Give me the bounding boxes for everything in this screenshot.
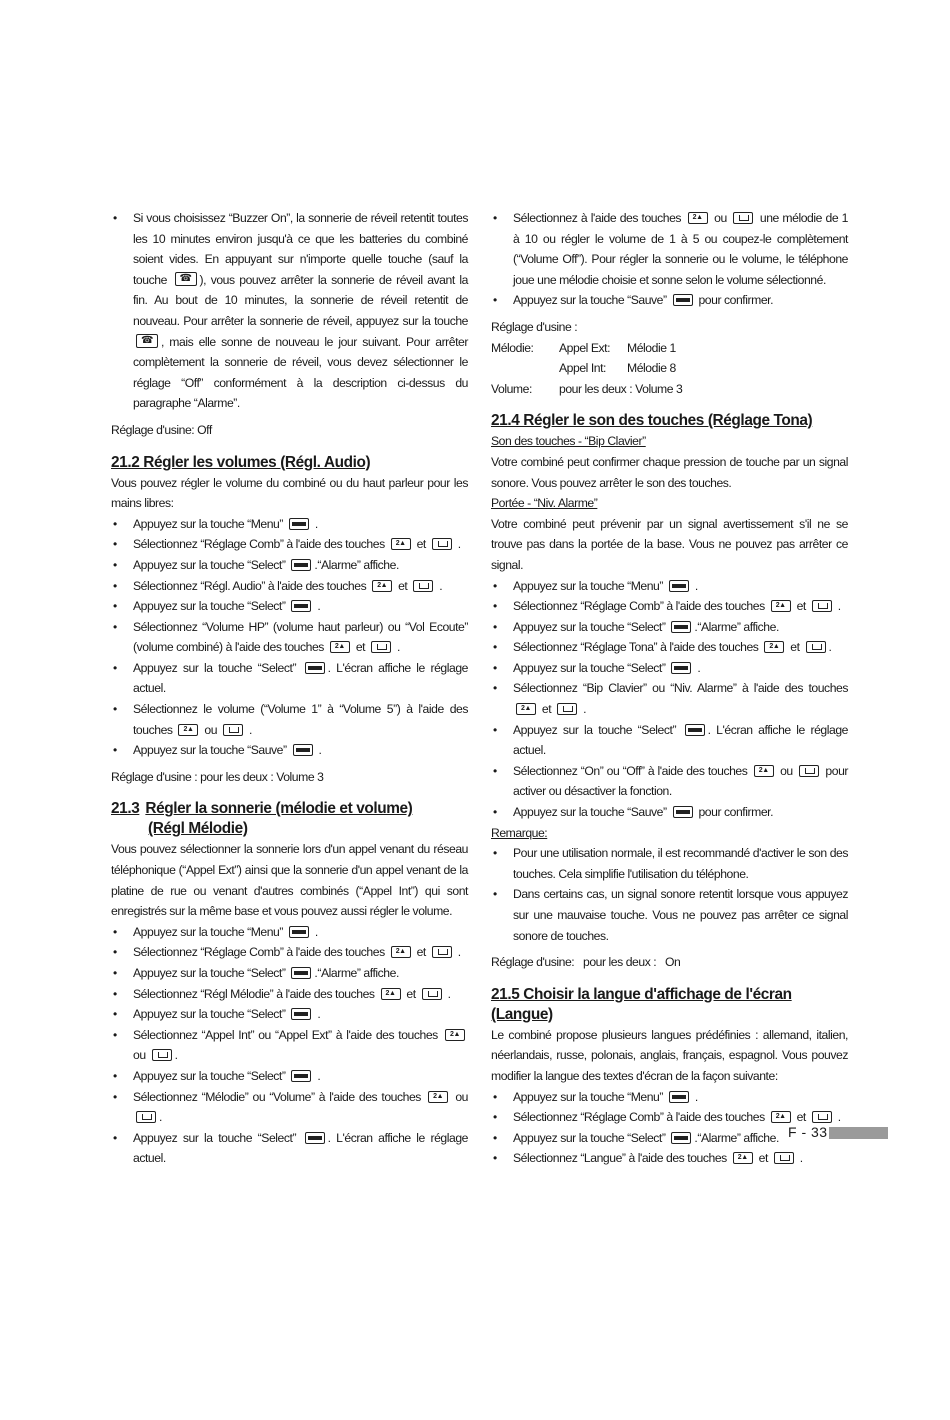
phonebook-key-icon [223,724,243,736]
section-title-21-3 [111,799,468,839]
conj-text: et [793,1110,809,1125]
softkey-icon [669,580,689,592]
up-arrow-key-icon [516,703,536,715]
page-number-bar [829,1127,888,1139]
table-row [491,358,682,379]
table-cell: Appel Ext: [559,340,611,355]
list-item: • Appuyez sur la touche “Menu” . [491,576,848,597]
list-item [491,617,848,638]
softkey-icon [291,967,311,979]
list-item: • Sélectionnez “Bip Clavier” ou “Niv. Alarme” à l'aide des touches 2▲ et . [491,678,848,719]
phonebook-key-icon [557,703,577,715]
bullet-text: , mais elle sonne de nouveau le jour suivant. Pour arrêter complètement la sonnerie de réveil, vous devez sélectionner le réglage “Off” conformément à la description ci-dessus du paragraphe “Alarme”. [133,334,468,411]
list-item [491,761,848,802]
softkey-icon [673,806,693,818]
phonebook-key-icon [371,641,391,653]
list-item: • Sélectionnez le volume (“Volume 1” à “Volume 5”) à l'aide des touches 2▲ ou . [111,699,468,740]
up-arrow-key-icon [771,1111,791,1123]
conj-text: et [352,640,369,655]
conj-text: ou [776,763,797,778]
subheading: Portée - “Niv. Alarme” [491,496,598,511]
list-item: • Sélectionnez “Volume HP” (volume haut parleur) ou “Vol Ecoute” (volume combiné) à l'aide des touches 2▲ et . [111,617,468,658]
phonebook-key-icon [799,765,819,777]
list-item [491,290,848,311]
table-row [491,338,682,359]
section-title-line2: (Régl Mélodie) [148,820,248,838]
bullet-text: Sélectionnez “Bip Clavier” ou “Niv. Alarme” à l'aide des touches [513,681,848,696]
up-arrow-key-icon [733,1152,753,1164]
factory-setting: Réglage d'usine: pour les deux : On [491,955,681,970]
steps-list-21-3 [111,922,468,1169]
softkey-icon [291,1008,311,1020]
list-item: • Appuyez sur la touche “Menu” . [111,922,468,943]
steps-list-21-2 [111,514,468,761]
section-number: 21.3 [111,800,140,818]
softkey-icon [289,926,309,938]
list-item: • Sélectionnez “Mélodie” ou “Volume” à l'aide des touches 2▲ ou . [111,1087,468,1128]
bullet-text: Sélectionnez “Réglage Comb” à l'aide des touches [513,1110,768,1125]
bullet-text: Appuyez sur la touche “Select” [133,1007,289,1022]
phonebook-key-icon [422,988,442,1000]
bullet-text: Appuyez sur la touche “Sauve” [133,743,290,758]
up-arrow-key-icon [771,600,791,612]
softkey-icon [291,1070,311,1082]
softkey-icon [289,518,309,530]
up-arrow-key-icon [445,1029,465,1041]
phonebook-key-icon [806,641,826,653]
bullet-text: Sélectionnez “Réglage Comb” à l'aide des touches [133,945,388,960]
list-item [491,720,848,761]
softkey-icon [671,1132,691,1144]
up-arrow-key-icon [372,580,392,592]
paragraph: Votre combiné peut confirmer chaque pression de touche par un signal sonore. Vous pouvez arrêter le son des touches. [491,454,848,490]
phonebook-key-icon [774,1152,794,1164]
remark-heading: Remarque: [491,825,548,840]
bullet-text: Appuyez sur la touche “Sauve” [513,805,670,820]
bullet-text: Sélectionnez “Réglage Tona” à l'aide des touches [513,640,762,655]
phonebook-key-icon [812,600,832,612]
table-cell: Mélodie: [491,340,534,355]
softkey-icon [669,1091,689,1103]
phonebook-key-icon [733,212,753,224]
list-item: • Sélectionnez “Réglage Comb” à l'aide des touches 2▲ et . [491,1107,848,1128]
list-item: • Appuyez sur la touche “Menu” . [491,1087,848,1108]
list-item [491,208,848,290]
up-arrow-key-icon [428,1091,448,1103]
bullet-text: Appuyez sur la touche “Select” [133,1130,302,1145]
bullet-text: Sélectionnez “Volume HP” (volume haut parleur) ou “Vol Ecoute” (volume combiné) à l'aide des touches [133,619,468,655]
list-item: • Sélectionnez “Réglage Comb” à l'aide des touches 2▲ et . [491,596,848,617]
conj-text: ou [451,1089,469,1104]
bullet-text: Appuyez sur la touche “Menu” [133,516,286,531]
list-item: • Appuyez sur la touche “Select” . [491,658,848,679]
list-item: • Appuyez sur la touche “Sauve” . [111,740,468,761]
subheading: Son des touches - “Bip Clavier” [491,434,646,449]
table-cell: pour les deux : Volume 3 [559,381,683,396]
buzzer-list [111,208,468,414]
bullet-tail: pour confirmer. [695,805,774,820]
list-item: • Pour une utilisation normale, il est recommandé d'activer le son des touches. Cela simplifie l'utilisation du téléphone. [491,843,848,884]
list-item: • Appuyez sur la touche “Menu” . [111,514,468,535]
conj-text: ou [133,1048,149,1063]
bullet-text: Appuyez sur la touche “Select” [513,660,669,675]
section-intro: Le combiné propose plusieurs langues prédéfinies : allemand, italien, néerlandais, russe, polonais, anglais, français, espagnol. Vous pouvez modifier la langue des textes d'écran de la façon suivante: [491,1027,848,1083]
softkey-icon [291,600,311,612]
remark-list [491,843,848,946]
conj-text: et [413,537,429,552]
bullet-text: Sélectionnez à l'aide des touches [513,211,685,225]
conj-text: ou [201,722,221,737]
bullet-text: Sélectionnez “On” ou “Off” à l'aide des touches [513,763,751,778]
up-arrow-key-icon [688,212,708,224]
bullet-text: Si vous choisissez “Buzzer On”, la sonnerie de réveil retentit toutes les 10 minutes environ jusqu'à ce que les batteries du combiné soient vides. En appuyant sur n'importe quelle touche (sauf la touche [133,211,468,287]
list-item [111,1128,468,1169]
list-item [111,555,468,576]
bullet-text: Appuyez sur la touche “Select” [133,557,289,572]
table-cell [491,358,559,379]
bullet-tail: . L'écran affiche le réglage actuel. [513,722,848,758]
conj-text: ou [710,211,731,225]
conj-text: et [395,578,411,593]
bullet-text: Appuyez sur la touche “Select” [513,619,669,634]
bullet-text: Sélectionnez “Régl Mélodie” à l'aide des touches [133,986,378,1001]
bullet-tail: pour confirmer. [695,293,774,308]
bullet-text: Appuyez sur la touche “Menu” [513,1089,666,1104]
list-item: • Sélectionnez “Langue” à l'aide des touches 2▲ et . [491,1148,848,1169]
bullet-text: Sélectionnez “Langue” à l'aide des touches [513,1151,730,1166]
up-arrow-key-icon [391,538,411,550]
phonebook-key-icon [413,580,433,592]
list-item: • Appuyez sur la touche “Select” . [111,1066,468,1087]
list-item: • Sélectionnez “Appel Int” ou “Appel Ext” à l'aide des touches 2▲ ou . [111,1025,468,1066]
phonebook-key-icon [136,1111,156,1123]
bullet-tail: .“Alarme” affiche. [694,619,779,634]
list-item: • Sélectionnez “Régl Mélodie” à l'aide des touches 2▲ et . [111,984,468,1005]
bullet-text: Appuyez sur la touche “Select” [133,1068,289,1083]
page-number: F - 33 [788,1124,828,1140]
factory-setting: Réglage d'usine : pour les deux : Volume 3 [111,769,324,784]
steps-list-21-4 [491,576,848,823]
left-column [111,208,468,1169]
phonebook-key-icon [812,1111,832,1123]
softkey-icon [305,662,325,674]
factory-setting: Réglage d'usine: Off [111,422,212,437]
up-arrow-key-icon [754,765,774,777]
right-column [491,208,848,1169]
softkey-icon [305,1132,325,1144]
bullet-text: Appuyez sur la touche “Select” [513,722,682,737]
bullet-tail: .“Alarme” affiche. [314,966,399,980]
bullet-text: Appuyez sur la touche “Select” [133,599,289,614]
section-title-21-4: 21.4 Régler le son des touches (Réglage Tona) [491,412,813,430]
bullet-tail: .“Alarme” affiche. [314,557,399,572]
conj-text: et [403,986,419,1001]
section-intro: Vous pouvez régler le volume du combiné ou du haut parleur pour les mains libres: [111,475,468,511]
bullet-text: Appuyez sur la touche “Menu” [133,924,286,939]
list-item: • Appuyez sur la touche “Select” . [111,1004,468,1025]
up-arrow-key-icon [381,988,401,1000]
up-arrow-key-icon [178,724,198,736]
up-arrow-key-icon [330,641,350,653]
softkey-icon [685,724,705,736]
list-item: • Sélectionnez “Régl. Audio” à l'aide des touches 2▲ et . [111,576,468,597]
list-item [111,963,468,984]
conj-text: et [787,640,803,655]
softkey-icon [293,744,313,756]
bullet-tail: . L'écran affiche le réglage actuel. [133,1130,468,1166]
table-cell: Appel Int: [559,361,606,376]
hook-key-icon [175,272,197,286]
conj-text: et [413,945,429,960]
table-cell: Volume: [491,381,532,396]
bullet-text: Appuyez sur la touche “Sauve” [513,293,670,308]
bullet-text: Sélectionnez “Réglage Comb” à l'aide des touches [513,599,768,614]
list-item: • Dans certains cas, un signal sonore retentit lorsque vous appuyez sur une mauvaise touche. Vous ne pouvez pas arrêter ce signal sonore de touches. [491,884,848,946]
list-item [491,802,848,823]
section-title-line1: Régler la sonnerie (mélodie et volume) [145,800,413,818]
bullet-text: Sélectionnez “Réglage Comb” à l'aide des touches [133,537,388,552]
list-item: • Sélectionnez “Réglage Comb” à l'aide des touches 2▲ et . [111,534,468,555]
table-cell: Mélodie 8 [627,361,676,376]
bullet-tail: .“Alarme” affiche. [694,1130,779,1145]
bullet-text: ), vous pouvez arrêter la sonnerie de réveil avant la fin. Au bout de 10 minutes, la sonnerie de réveil retentit de nouveau. Pour arrêter la sonnerie de réveil, appuyez sur la touche [133,272,468,328]
paragraph: Votre combiné peut prévenir par un signal avertissement s'il ne se trouve pas dans la portée de la base. Vous ne pouvez pas arrêter ce signal. [491,516,848,572]
softkey-icon [671,621,691,633]
bullet-text: Sélectionnez “Régl. Audio” à l'aide des touches [133,578,370,593]
conj-text: et [539,702,555,717]
list-item: • Sélectionnez “Réglage Tona” à l'aide des touches 2▲ et . [491,637,848,658]
bullet-text: Sélectionnez le volume (“Volume 1” à “Volume 5”) à l'aide des touches [133,702,468,737]
list-item: • Appuyez sur la touche “Select” . [111,596,468,617]
bullet-text: Appuyez sur la touche “Select” [133,660,302,675]
hook-key-icon [136,334,158,348]
up-arrow-key-icon [764,641,784,653]
bullet-text: Appuyez sur la touche “Menu” [513,578,666,593]
bullet-text: Appuyez sur la touche “Select” [513,1130,669,1145]
softkey-icon [671,662,691,674]
factory-settings-table [491,338,682,400]
bullet-text: Sélectionnez “Mélodie” ou “Volume” à l'aide des touches [133,1089,426,1104]
up-arrow-key-icon [391,946,411,958]
list-item [111,208,468,414]
bullet-text: Appuyez sur la touche “Select” [133,966,289,980]
phonebook-key-icon [152,1049,172,1061]
factory-setting-label: Réglage d'usine : [491,319,578,334]
phonebook-key-icon [432,538,452,550]
conj-text: et [755,1151,771,1166]
softkey-icon [291,559,311,571]
phonebook-key-icon [432,946,452,958]
bullet-tail: pour activer ou désactiver la fonction. [513,763,849,799]
bullet-tail: . L'écran affiche le réglage actuel. [133,660,468,696]
softkey-icon [673,294,693,306]
section-title-21-5: 21.5 Choisir la langue d'affichage de l'écran (Langue) [491,985,792,1023]
section-intro: Vous pouvez sélectionner la sonnerie lors d'un appel venant du réseau téléphonique (“Appel Ext”) ainsi que la sonnerie d'un appel venant de la platine de rue ou venant d'autres combinés (“Appel Int”) qui sont enregistrés sur la même base et vous pouvez aussi régler le volume. [111,842,468,919]
section-title-21-2: 21.2 Régler les volumes (Régl. Audio) [111,453,371,471]
bullet-tail: une mélodie de 1 à 10 ou régler le volume de 1 à 5 ou coupez-le complètement (“Volume Off”). Pour régler la sonnerie ou le volume, le téléphone joue une mélodie choisie et sonne selon le volume sélectionné. [513,211,849,287]
table-cell: Mélodie 1 [627,340,676,355]
bullet-text: Sélectionnez “Appel Int” ou “Appel Ext” à l'aide des touches [133,1027,442,1042]
list-item [111,658,468,699]
steps-list-21-3-cont [491,208,848,311]
table-row [491,379,682,400]
conj-text: et [793,599,809,614]
list-item: • Sélectionnez “Réglage Comb” à l'aide des touches 2▲ et . [111,942,468,963]
